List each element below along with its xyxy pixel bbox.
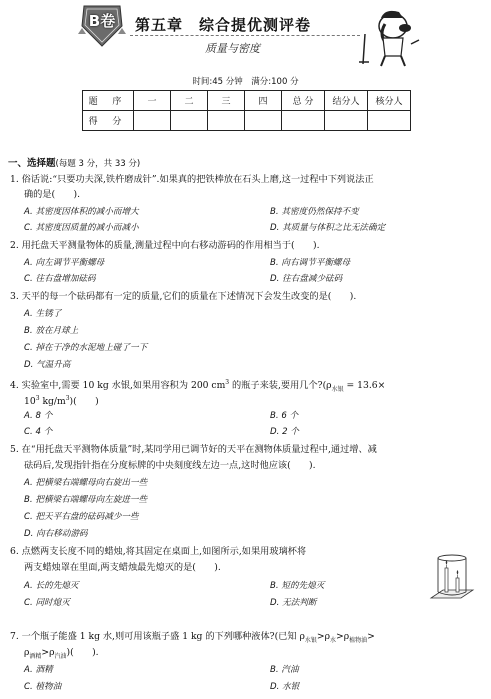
- title-divider: [130, 35, 360, 36]
- section-heading: [8, 158, 140, 170]
- question-5-stem-cont: 砝码后,发现指针指在分度标牌的中央刻度线左边一点,这时他应该( ).: [24, 460, 316, 471]
- score-entry-cell[interactable]: [245, 111, 282, 131]
- option-d[interactable]: D. 无法判断: [270, 598, 317, 608]
- table-cell: 题 序: [83, 91, 134, 111]
- score-entry-cell[interactable]: [208, 111, 245, 131]
- stem-text: 4. 实验室中,需要 10 kg 水银,如果用容积为 200 cm: [10, 380, 226, 392]
- table-cell: 二: [171, 91, 208, 111]
- score-entry-cell[interactable]: [325, 111, 368, 131]
- option-d[interactable]: D. 其质量与体积之比无法确定: [270, 223, 386, 233]
- table-cell: 一: [134, 91, 171, 111]
- section-note: (每题 3 分，共 33 分): [55, 159, 141, 169]
- table-cell: 得 分: [83, 111, 134, 131]
- option-d[interactable]: D. 2 个: [270, 427, 299, 437]
- option-c[interactable]: C. 往右盘增加砝码: [24, 274, 96, 284]
- question-1-stem-cont: 确的是( ).: [24, 189, 81, 200]
- option-c[interactable]: C. 植物油: [24, 682, 62, 692]
- option-c[interactable]: C. 其密度因质量的减小而减小: [24, 223, 139, 233]
- option-b[interactable]: B. 其密度仍然保持不变: [270, 207, 359, 217]
- page-subtitle: 质量与密度: [205, 42, 260, 55]
- score-table: [82, 90, 411, 131]
- question-4-stem-cont: [24, 393, 99, 408]
- table-cell: 结分人: [325, 91, 368, 111]
- option-b[interactable]: B. 放在月球上: [24, 326, 79, 336]
- table-row: [83, 111, 411, 131]
- table-row: [83, 91, 411, 111]
- question-7-stem: [10, 631, 375, 647]
- question-3-stem: 3. 天平的每一个砝码都有一定的质量,它们的质量在下述情况下会发生改变的是( ).: [10, 291, 357, 302]
- option-b[interactable]: B. 把横梁右端螺母向左旋进一些: [24, 495, 148, 505]
- stem-text: kg/m: [39, 396, 66, 408]
- subscript: 水: [330, 636, 337, 644]
- option-c[interactable]: C. 4 个: [24, 427, 53, 437]
- option-b[interactable]: B. 汽油: [270, 665, 299, 675]
- stem-text: )( ): [69, 396, 99, 408]
- stem-text: = 13.6×: [343, 380, 386, 392]
- option-d[interactable]: D. 水银: [270, 682, 300, 692]
- subscript: 酒精: [29, 652, 42, 660]
- badge-label: B卷: [88, 12, 116, 30]
- question-1-stem: 1. 俗话说:“只要功夫深,铁杵磨成针”.如果真的把铁棒放在石头上磨,这一过程中下列说法正: [10, 174, 374, 185]
- option-a[interactable]: A. 其密度因体积的减小而增大: [24, 207, 139, 217]
- table-cell: 四: [245, 91, 282, 111]
- question-6-stem: 6. 点燃两支长度不同的蜡烛,将其固定在桌面上,如图所示,如果用玻璃杯将: [10, 546, 307, 557]
- time-and-score-info: 时间:45 分钟 满分:100 分: [192, 77, 299, 87]
- question-2-stem: 2. 用托盘天平测量物体的质量,测量过程中向右移动游码的作用相当于( ).: [10, 240, 320, 251]
- stem-text: >ρ: [41, 647, 55, 658]
- option-c[interactable]: C. 同时熄灭: [24, 598, 70, 608]
- option-a[interactable]: A. 8 个: [24, 411, 53, 421]
- option-a[interactable]: A. 酒精: [24, 665, 53, 675]
- option-b[interactable]: B. 6 个: [270, 411, 299, 421]
- subscript: 水银: [331, 385, 344, 393]
- question-7-stem-cont: [24, 647, 99, 663]
- subscript: 植物油: [349, 636, 368, 644]
- stem-text: )( ).: [66, 647, 99, 658]
- page-title: [135, 14, 311, 35]
- stem-text: 的瓶子来装,要用几个?(ρ: [229, 380, 332, 392]
- score-entry-cell[interactable]: [134, 111, 171, 131]
- stem-text: 7. 一个瓶子能盛 1 kg 水,则可用该瓶子盛 1 kg 的下列哪种液体?(已知 ρ: [10, 631, 305, 642]
- option-a[interactable]: A. 生锈了: [24, 309, 62, 319]
- superscript: 3: [65, 395, 70, 402]
- option-a[interactable]: A. 向左调节平衡螺母: [24, 258, 105, 268]
- option-c[interactable]: C. 把天平右盘的砝码减少一些: [24, 512, 139, 522]
- subscript: 汽油: [54, 652, 67, 660]
- superscript: 3: [35, 395, 40, 402]
- question-6-stem-cont: 两支蜡烛罩在里面,两支蜡烛最先熄灭的是( ).: [24, 562, 221, 573]
- stem-text: >ρ: [316, 631, 330, 642]
- glass-over-candles-figure: [425, 552, 475, 602]
- option-a[interactable]: A. 长的先熄灭: [24, 581, 79, 591]
- score-entry-cell[interactable]: [171, 111, 208, 131]
- stem-text: 10: [24, 396, 36, 408]
- score-entry-cell[interactable]: [368, 111, 411, 131]
- snoopy-mascot-icon: [355, 4, 425, 70]
- question-5-stem: 5. 在“用托盘天平测物体质量”时,某同学用已调节好的天平在测物体质量过程中,通过增、减: [10, 444, 377, 455]
- table-cell: 三: [208, 91, 245, 111]
- option-d[interactable]: D. 气温升高: [24, 360, 71, 370]
- table-cell: 核分人: [368, 91, 411, 111]
- option-c[interactable]: C. 掉在干净的水泥地上碰了一下: [24, 343, 148, 353]
- option-d[interactable]: D. 向右移动游码: [24, 529, 88, 539]
- test-title: 综合提优测评卷: [199, 16, 312, 34]
- section-title: 一、选择题: [8, 158, 56, 169]
- score-entry-cell[interactable]: [282, 111, 325, 131]
- stem-text: >: [367, 631, 375, 642]
- superscript: 3: [225, 379, 230, 386]
- table-cell: 总 分: [282, 91, 325, 111]
- stem-text: ρ: [24, 647, 30, 658]
- chapter-label: 第五章: [135, 16, 184, 34]
- option-d[interactable]: D. 往右盘减少砝码: [270, 274, 343, 284]
- option-b[interactable]: B. 向右调节平衡螺母: [270, 258, 351, 268]
- option-a[interactable]: A. 把横梁右端螺母向右旋出一些: [24, 478, 148, 488]
- subscript: 水银: [304, 636, 317, 644]
- stem-text: >ρ: [336, 631, 350, 642]
- option-b[interactable]: B. 短的先熄灭: [270, 581, 325, 591]
